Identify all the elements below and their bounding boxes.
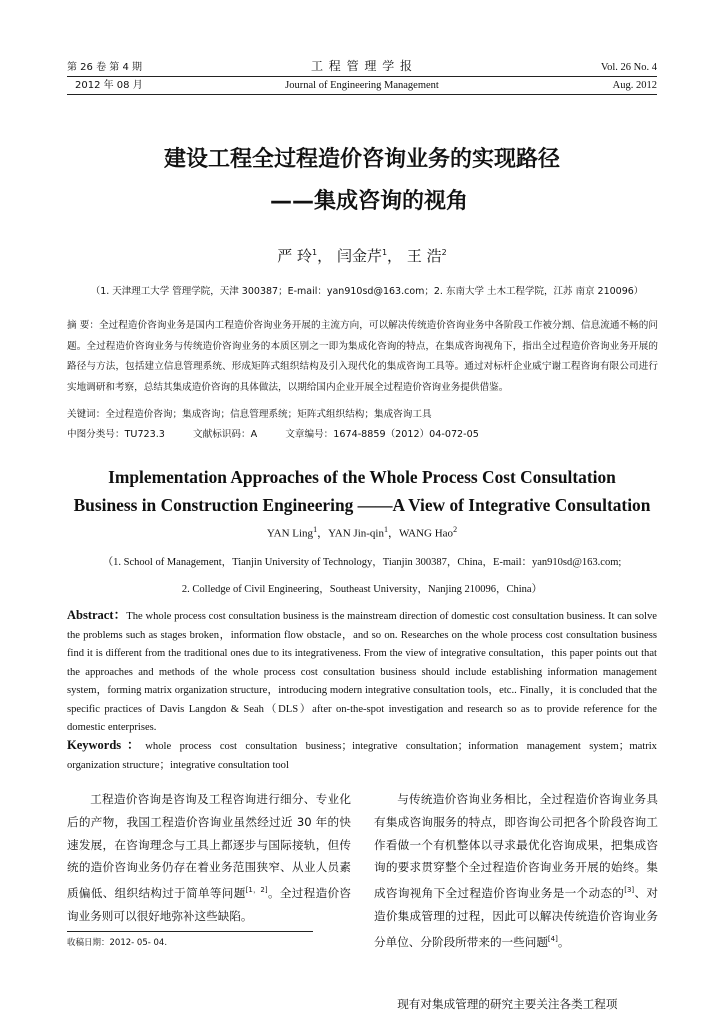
- en-author-2-sup: 1: [383, 525, 388, 534]
- footnote-rule: [67, 931, 313, 932]
- cn-doc-code-value: A: [250, 429, 258, 440]
- header-date-en: Aug. 2012: [612, 80, 657, 91]
- cn-title-line2: ——集成咨询的视角: [269, 189, 468, 214]
- cn-author-2-sep: ，: [387, 247, 403, 265]
- en-keywords-text: whole process cost consultation business；integrative consultation；information management system；matrix organization structure；integrative consultation tool: [67, 741, 657, 771]
- en-author-1-sup: 1: [313, 525, 318, 534]
- body-right-citation-2: [4]: [547, 934, 558, 943]
- body-left-text-1: 工程造价咨询是咨询及工程咨询进行细分、专业化后的产物，我国工程造价咨询业虽然经过近 30 年的快速发展，在咨询理念与工具上都逐步与国际接轨，但传统的造价咨询业务仍存在着业务范围狭窄、从业人员素质偏低、组织结构过于简单等问题: [67, 792, 351, 901]
- received-label: 收稿日期：: [67, 938, 110, 948]
- en-abstract-text: The whole process cost consultation business is the mainstream direction of domestic cost consultation business. It can solve the problems such as stages broken，information flow obstacle，and so on. Researches on the whole process cost consultation business find it is different from the traditional ones due to its integrativeness. From the view of integrative consultation，this paper points out that the approaches and methods of the whole process cost consultation business should include establishing information management system，forming matrix organization structure，introducing modern integrative consultation tools，etc.. Finally，it is concluded that the specific practices of Davis Langdon & Seah（DLS）after on-the-spot investigation and research so as to provide reference for the domestic enterprises.: [67, 611, 658, 733]
- cn-clc-label: 中图分类号：: [67, 429, 125, 440]
- en-author-3: WANG Hao: [398, 527, 454, 540]
- en-abstract: [67, 606, 657, 738]
- header-journal-en: Journal of Engineering Management: [285, 80, 439, 91]
- header-date-cn: 2012 年 08 月: [75, 80, 143, 91]
- en-author-3-sup: 2: [453, 525, 458, 534]
- cn-keywords: [67, 405, 658, 426]
- en-authors: [0, 523, 724, 541]
- cn-affiliation: （1. 天津理工大学 管理学院，天津 300387；E-mail：yan910sd@163.com；2. 东南大学 土木工程学院，江苏 南京 210096）: [90, 286, 644, 297]
- en-affiliation-line1: （1. School of Management，Tianjin University of Technology，Tianjin 300387，China，E-mail：yan910sd@163.com;: [102, 557, 622, 568]
- cn-abstract: [67, 316, 658, 398]
- en-author-1-sep: ，: [317, 527, 329, 540]
- cn-article-no-label: 文章编号：: [285, 429, 334, 440]
- body-right-paragraph-1: [374, 788, 658, 953]
- header-rule-top: [67, 76, 657, 77]
- en-title-line2: Business in Construction Engineering ——A View of Integrative Consultation: [73, 495, 651, 515]
- body-right-paragraph-2: 现有对集成管理的研究主要关注各类工程项: [397, 997, 618, 1011]
- cn-authors: [0, 243, 724, 266]
- header-volume-en: Vol. 26 No. 4: [600, 62, 657, 73]
- received-date: 2012- 05- 04.: [109, 938, 168, 948]
- en-affiliation-line2: 2. Colledge of Civil Engineering，Southeast University，Nanjing 210096，China）: [181, 584, 543, 595]
- cn-keywords-label: 关键词：: [67, 409, 106, 420]
- cn-clc-value: TU723.3: [124, 429, 165, 440]
- body-right-text-2: 、对造价集成管理的过程，因此可以解决传统造价咨询业务分单位、分阶段所带来的一些问题: [374, 886, 658, 949]
- body-right-text-1: 与传统造价咨询业务相比，全过程造价咨询业务具有集成咨询服务的特点，即咨询公司把各个阶段咨询工作看做一个有机整体以寻求最优化咨询成果，把集成咨询的要求贯穿整个全过程造价咨询业务开展的始终。集成咨询视角下全过程造价咨询业务是一个动态的: [374, 792, 658, 901]
- cn-abstract-text: 全过程造价咨询业务是国内工程造价咨询业务开展的主流方向，可以解决传统造价咨询业务中各阶段工作被分割、信息流通不畅的问题。全过程造价咨询业务与传统造价咨询业务的本质区别之一即为集成化咨询的特点，在集成咨询视角下，指出全过程造价咨询业务开展的路径与方法，包括建立信息管理系统、形成矩阵式组织结构及引入现代化的集成咨询工具等。通过对标杆企业威宁谢工程咨询有限公司进行实地调研和考察，总结其集成造价咨询的具体做法，以期给国内企业开展全过程造价咨询业务提供借鉴。: [67, 320, 658, 393]
- cn-author-2-sup: 1: [381, 248, 388, 257]
- cn-abstract-label: 摘 要：: [67, 320, 100, 331]
- body-left-text-2: 。全过程造价咨询业务则可以很好地弥补这些缺陷。: [67, 886, 351, 923]
- cn-classification: [67, 425, 658, 446]
- body-left-paragraph: [67, 788, 351, 928]
- body-right-citation-1: [3]: [624, 886, 635, 895]
- en-author-1: YAN Ling: [266, 527, 314, 540]
- en-abstract-label: Abstract：: [67, 608, 127, 622]
- cn-author-2: 闫金芹: [336, 247, 382, 265]
- cn-author-3: 王 浩: [406, 247, 442, 265]
- cn-author-1-sup: 1: [312, 248, 318, 257]
- cn-article-no-value: 1674-8859（2012）04-072-05: [333, 429, 479, 440]
- cn-doc-code-label: 文献标识码：: [193, 429, 251, 440]
- body-left-citation: [1，2]: [245, 886, 268, 895]
- en-keywords-label: Keywords：: [67, 738, 146, 752]
- cn-keywords-text: 全过程造价咨询；集成咨询；信息管理系统；矩阵式组织结构；集成咨询工具: [105, 409, 432, 420]
- cn-author-1: 严 玲: [277, 247, 313, 265]
- en-title-line1: Implementation Approaches of the Whole Process Cost Consultation: [108, 467, 616, 487]
- en-keywords: [67, 736, 657, 775]
- header-volume-cn: 第 26 卷 第 4 期: [67, 62, 142, 73]
- en-author-2-sep: ，: [387, 527, 399, 540]
- cn-author-1-sep: ，: [317, 247, 333, 265]
- en-author-2: YAN Jin-qin: [328, 527, 384, 540]
- header-rule-bottom: [67, 94, 657, 95]
- cn-author-3-sup: 2: [441, 248, 447, 257]
- body-right-text-3: 。: [557, 934, 570, 949]
- footnote-received: [67, 937, 167, 949]
- cn-title-line1: 建设工程全过程造价咨询业务的实现路径: [163, 147, 560, 172]
- header-journal-cn: 工 程 管 理 学 报: [310, 59, 414, 73]
